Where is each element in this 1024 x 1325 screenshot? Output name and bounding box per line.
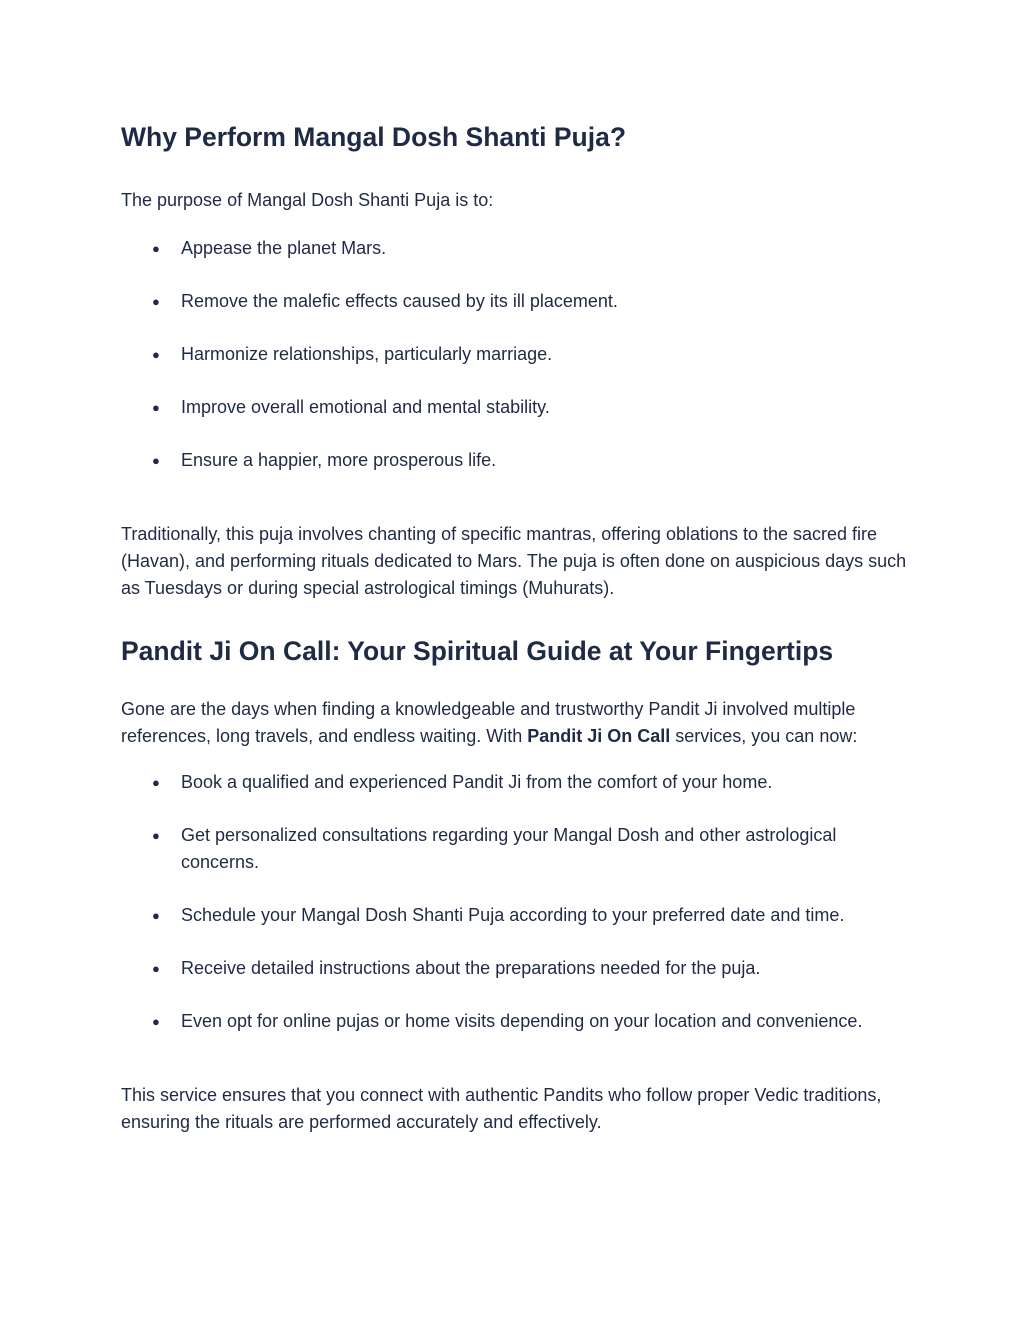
list-item-text: Even opt for online pujas or home visits depending on your location and convenience.: [181, 1011, 863, 1031]
list-item-text: Get personalized consultations regarding your Mangal Dosh and other astrological concerns.: [181, 825, 837, 872]
bullet-icon: ●: [152, 961, 160, 976]
list-item: [121, 902, 911, 929]
list-item-text: Appease the planet Mars.: [181, 238, 387, 258]
list-item-text: Receive detailed instructions about the preparations needed for the puja.: [181, 958, 761, 978]
service-benefits-list: [121, 769, 911, 1035]
list-item: [121, 769, 911, 796]
service-summary-paragraph: This service ensures that you connect with authentic Pandits who follow proper Vedic traditions, ensuring the rituals are performed accurately and effectively.: [121, 1085, 882, 1132]
list-item: [121, 955, 911, 982]
service-intro: [121, 696, 911, 750]
service-intro-text: Gone are the days when finding a knowledgeable and trustworthy Pandit Ji involved multiple references, long travels, and endless waiting. With: [121, 699, 856, 746]
list-item: [121, 447, 911, 474]
list-item-text: Book a qualified and experienced Pandit Ji from the comfort of your home.: [181, 772, 773, 792]
list-item-text: Harmonize relationships, particularly marriage.: [181, 344, 553, 364]
bullet-icon: ●: [152, 908, 160, 923]
service-intro-text-end: services, you can now:: [670, 726, 858, 746]
purpose-intro: The purpose of Mangal Dosh Shanti Puja is to:: [121, 190, 494, 210]
service-name-bold: Pandit Ji On Call: [527, 726, 671, 746]
list-item: [121, 394, 911, 421]
list-item-text: Remove the malefic effects caused by its ill placement.: [181, 291, 618, 311]
list-item: [121, 822, 911, 876]
list-item: [121, 341, 911, 368]
list-item-text: Schedule your Mangal Dosh Shanti Puja according to your preferred date and time.: [181, 905, 845, 925]
list-item-text: Improve overall emotional and mental stability.: [181, 397, 550, 417]
bullet-icon: ●: [152, 294, 160, 309]
bullet-icon: ●: [152, 775, 160, 790]
purpose-list: [121, 235, 911, 474]
list-item-text: Ensure a happier, more prosperous life.: [181, 450, 497, 470]
list-item: [121, 1008, 911, 1035]
bullet-icon: ●: [152, 347, 160, 362]
bullet-icon: ●: [152, 828, 160, 843]
document-content: [121, 112, 911, 1136]
list-item: [121, 235, 911, 262]
section-heading-why-perform: Why Perform Mangal Dosh Shanti Puja?: [121, 122, 627, 152]
list-item: [121, 288, 911, 315]
section-heading-pandit-ji-on-call: Pandit Ji On Call: Your Spiritual Guide at Your Fingertips: [121, 636, 834, 666]
bullet-icon: ●: [152, 241, 160, 256]
bullet-icon: ●: [152, 1014, 160, 1029]
tradition-paragraph: Traditionally, this puja involves chanting of specific mantras, offering oblations to the sacred fire (Havan), and performing rituals dedicated to Mars. The puja is often done on auspicious days such as Tuesdays or during special astrological timings (Muhurats).: [121, 524, 907, 598]
bullet-icon: ●: [152, 453, 160, 468]
bullet-icon: ●: [152, 400, 160, 415]
